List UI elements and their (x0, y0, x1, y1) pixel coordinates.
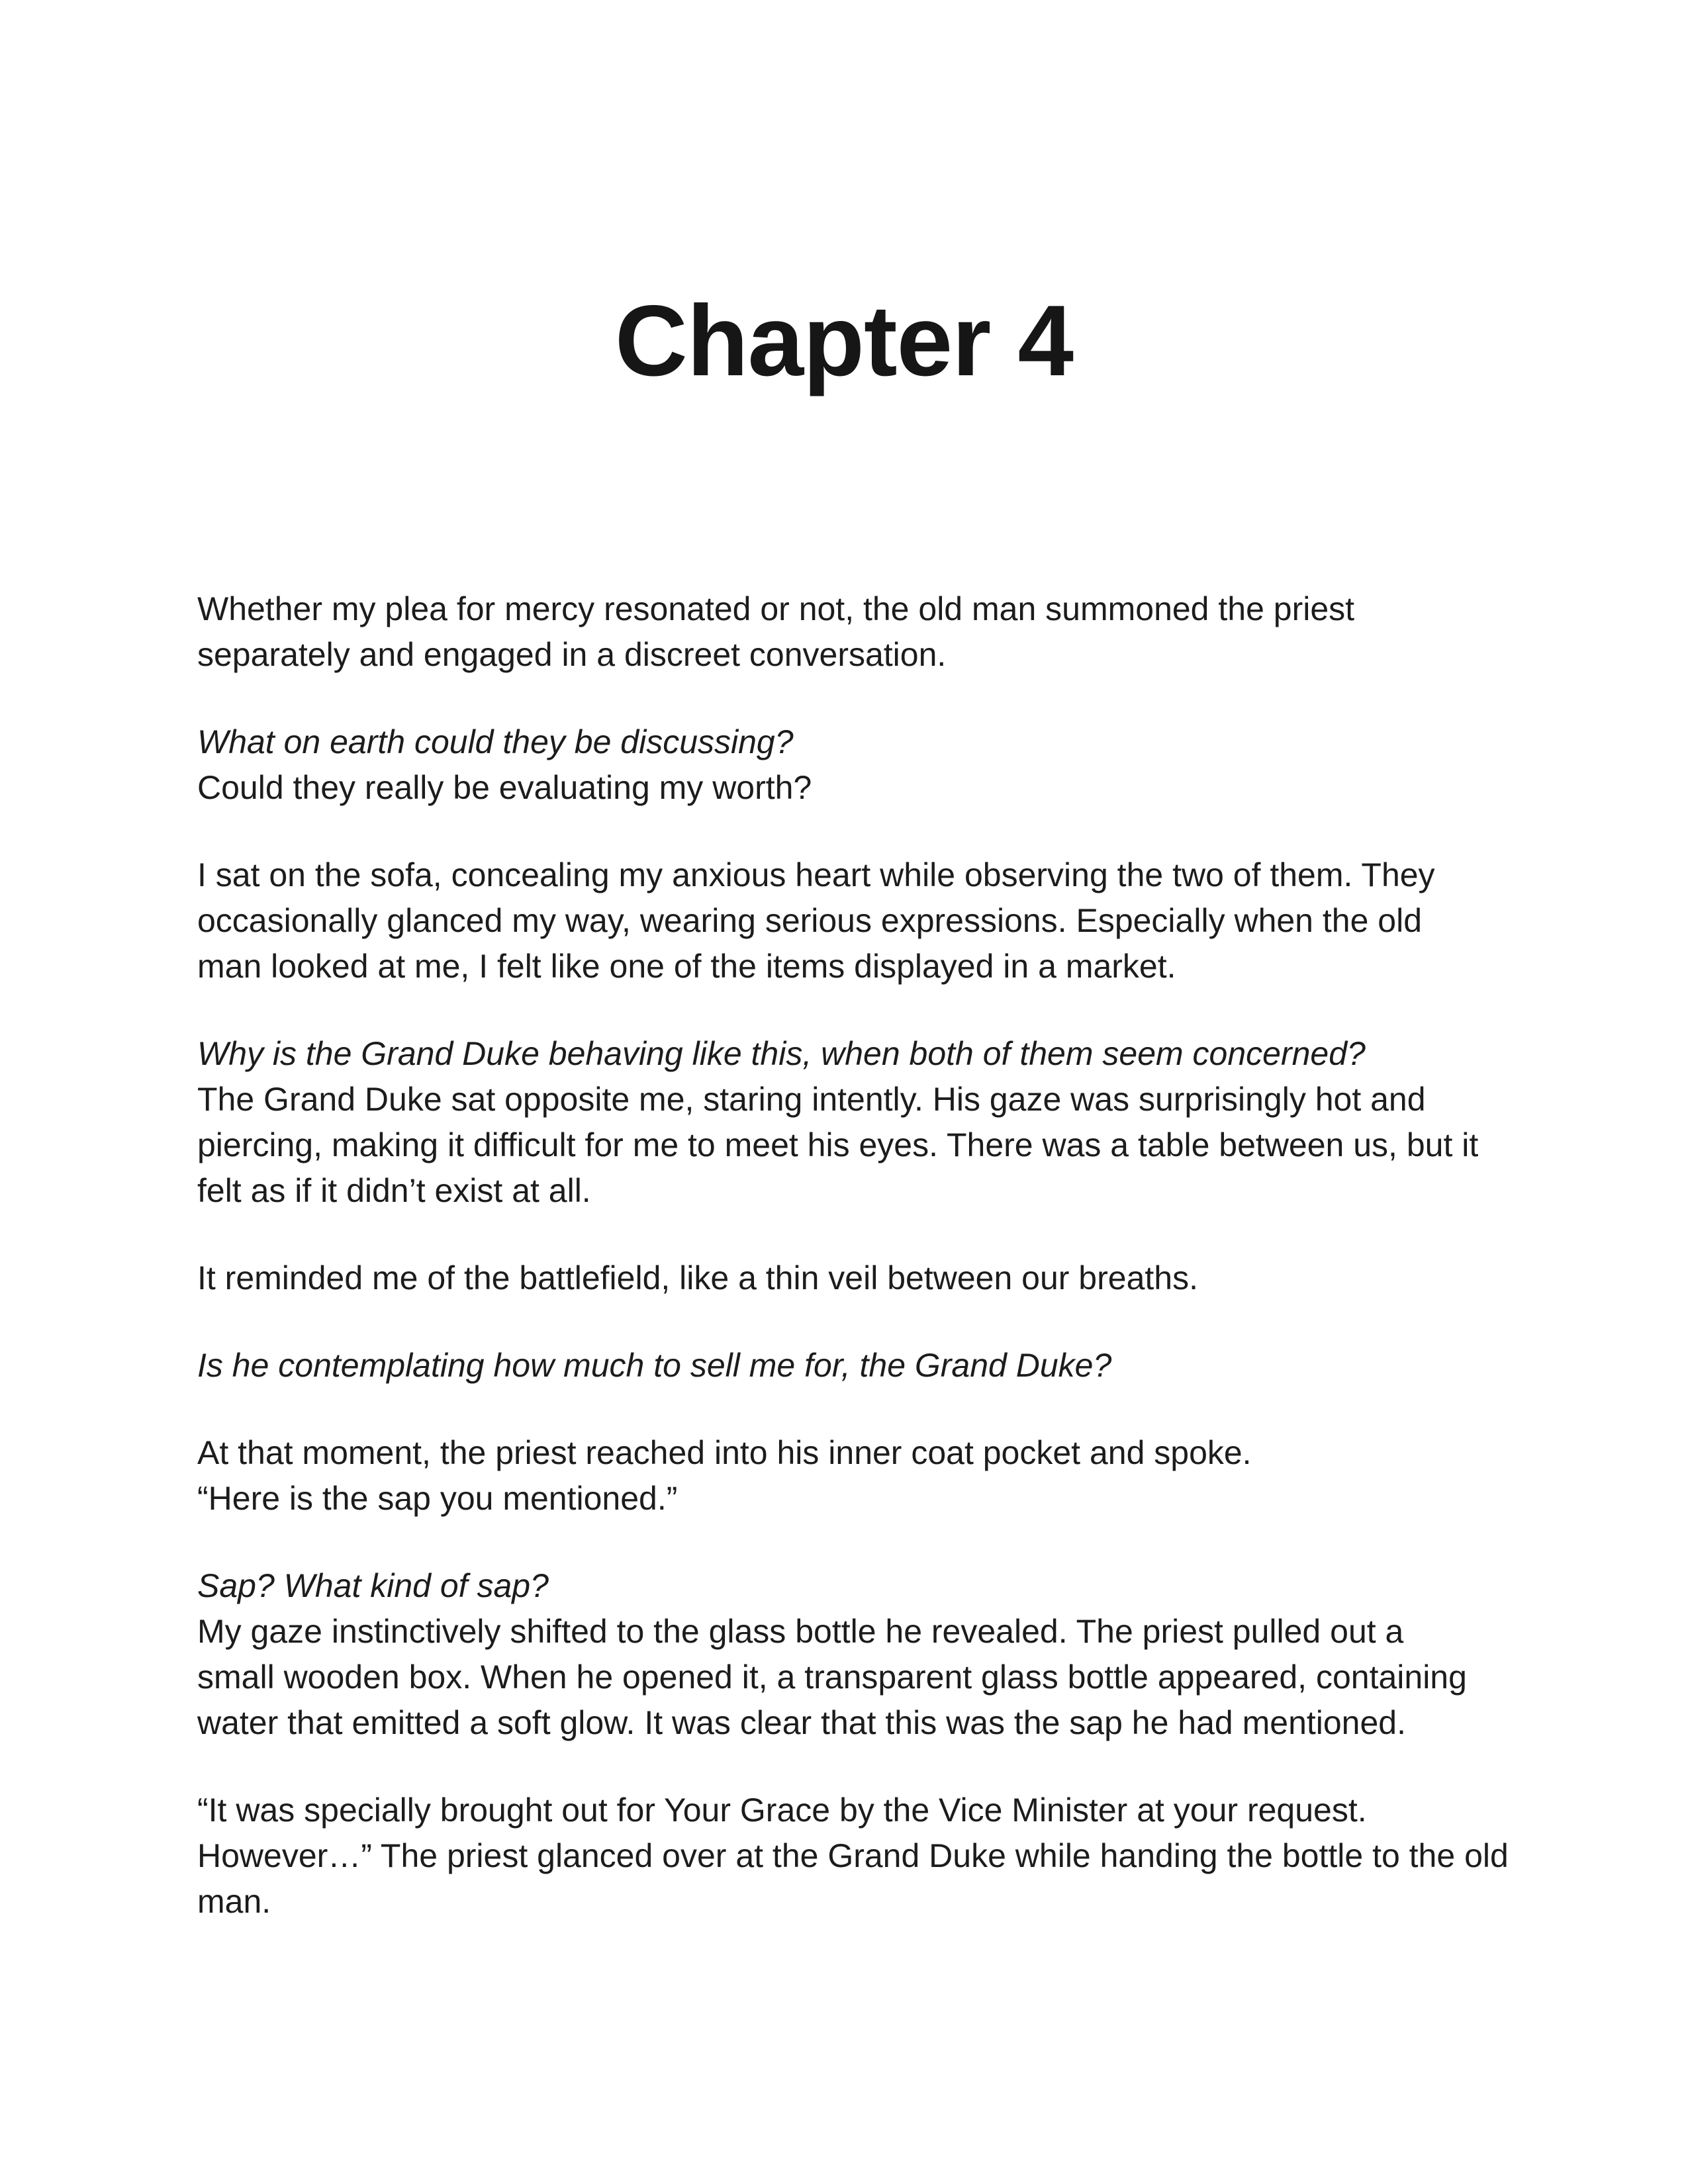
paragraph (197, 1430, 1515, 1522)
text-line: My gaze instinctively shifted to the glass bottle he revealed. The priest pulled out a (197, 1613, 1404, 1650)
paragraph (197, 852, 1515, 989)
italic-thought-line: Why is the Grand Duke behaving like this, when both of them seem concerned? (197, 1035, 1366, 1072)
paragraph (197, 1343, 1515, 1388)
paragraph (197, 586, 1515, 678)
text-line: piercing, making it difficult for me to meet his eyes. There was a table between us, but it (197, 1126, 1479, 1163)
text-line: It reminded me of the battlefield, like a thin veil between our breaths. (197, 1259, 1198, 1297)
paragraph (197, 1788, 1515, 1925)
paragraph (197, 1563, 1515, 1746)
text-line: occasionally glanced my way, wearing serious expressions. Especially when the old (197, 902, 1422, 939)
text-line: However…” The priest glanced over at the Grand Duke while handing the bottle to the old (197, 1837, 1509, 1874)
text-line: The Grand Duke sat opposite me, staring intently. His gaze was surprisingly hot and (197, 1081, 1426, 1118)
italic-thought-line: What on earth could they be discussing? (197, 723, 794, 760)
text-line: felt as if it didn’t exist at all. (197, 1172, 591, 1209)
text-line: man looked at me, I felt like one of the items displayed in a market. (197, 948, 1176, 985)
paragraph (197, 719, 1515, 811)
chapter-title: Chapter 4 (614, 285, 1074, 397)
text-line: Could they really be evaluating my worth? (197, 769, 812, 806)
paragraph (197, 1255, 1515, 1301)
paragraph (197, 1031, 1515, 1214)
text-line: Whether my plea for mercy resonated or not, the old man summoned the priest (197, 590, 1355, 627)
text-line: “Here is the sap you mentioned.” (197, 1480, 678, 1517)
text-line: small wooden box. When he opened it, a transparent glass bottle appeared, containing (197, 1659, 1467, 1696)
italic-thought-line: Is he contemplating how much to sell me for, the Grand Duke? (197, 1347, 1112, 1384)
text-line: “It was specially brought out for Your Grace by the Vice Minister at your request. (197, 1792, 1367, 1829)
italic-thought-line: Sap? What kind of sap? (197, 1567, 549, 1604)
chapter-body (197, 586, 1515, 1966)
text-line: water that emitted a soft glow. It was clear that this was the sap he had mentioned. (197, 1704, 1407, 1741)
text-line: man. (197, 1883, 271, 1920)
text-line: At that moment, the priest reached into his inner coat pocket and spoke. (197, 1434, 1252, 1471)
text-line: separately and engaged in a discreet conversation. (197, 636, 947, 673)
text-line: I sat on the sofa, concealing my anxious heart while observing the two of them. They (197, 856, 1435, 893)
